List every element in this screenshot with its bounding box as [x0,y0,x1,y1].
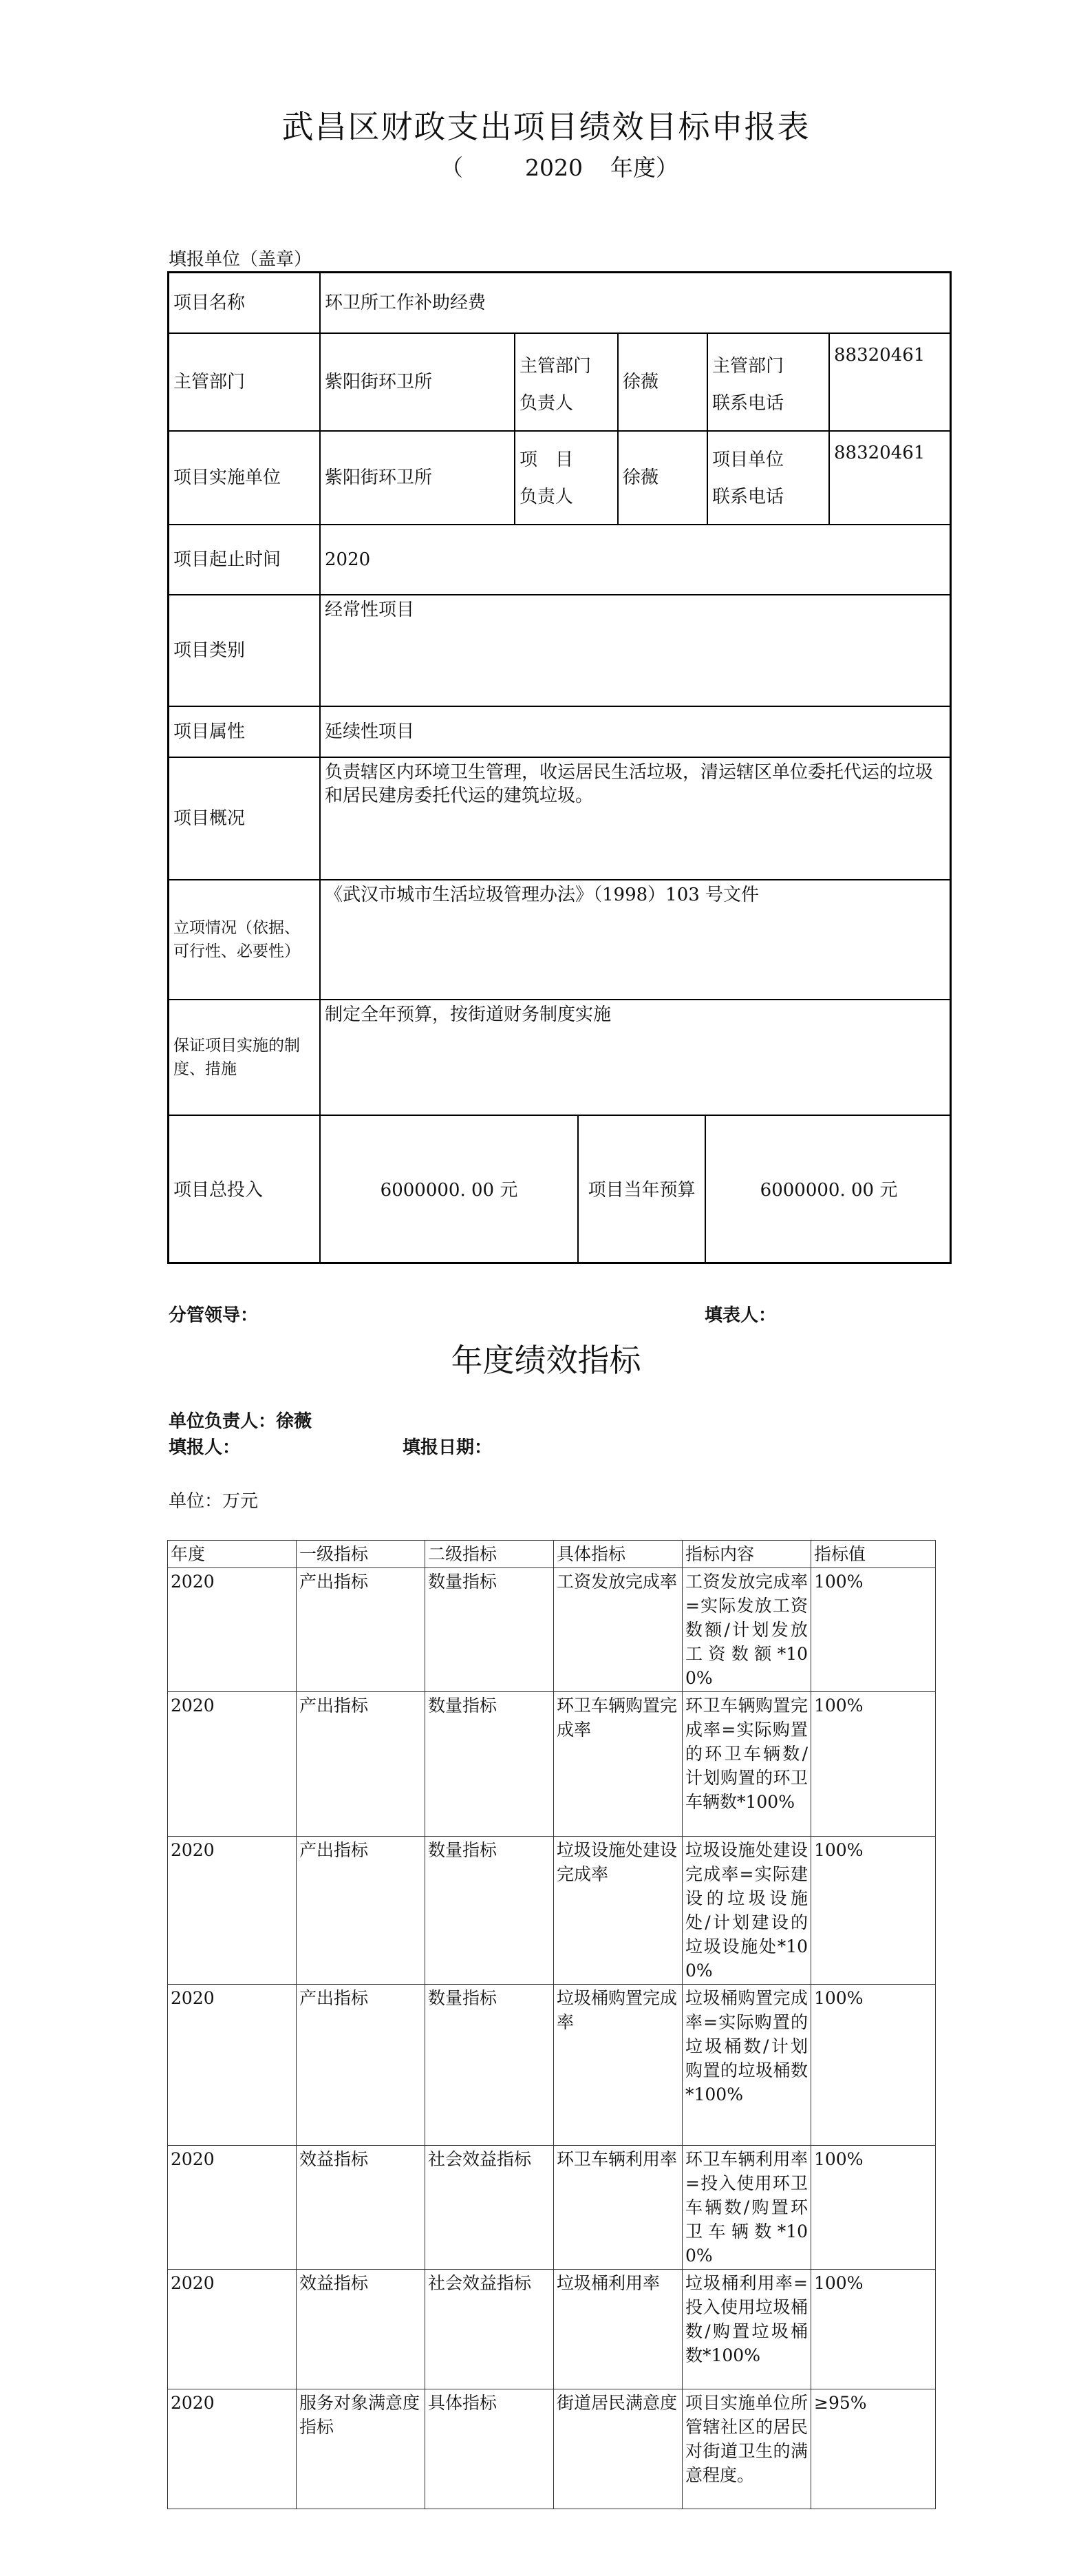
cell-level2: 数量指标 [425,1837,554,1985]
leader-signature: 分管领导： [169,1305,259,1326]
proj-head-value: 徐薇 [619,432,708,525]
cell-content: 垃圾桶利用率=投入使用垃圾桶数/购置垃圾桶数*100% [683,2270,811,2389]
cell-specific: 垃圾桶利用率 [554,2270,683,2389]
cell-content: 垃圾桶购置完成率=实际购置的垃圾桶数/计划购置的垃圾桶数*100% [683,1985,811,2146]
period-value: 2020 [321,525,952,595]
cell-level1: 产出指标 [297,1692,425,1837]
cell-specific: 环卫车辆购置完成率 [554,1692,683,1837]
unit-head: 单位负责人：徐薇 [169,1411,312,1432]
proj-head-label-line2: 负责人 [520,487,574,507]
cell-value: 100% [811,1568,936,1692]
cell-year: 2020 [168,2146,297,2270]
dept-label: 主管部门 [169,334,321,432]
table-row [168,1837,936,1985]
dept-head-label [515,334,619,432]
category-label: 项目类别 [169,595,321,707]
table-row [168,2270,936,2389]
proj-phone-value: 88320461 [830,432,952,525]
project-info-table [167,271,952,1264]
cell-specific: 垃圾桶购置完成率 [554,1985,683,2146]
overview-value: 负责辖区内环境卫生管理，收运居民生活垃圾，清运辖区单位委托代运的垃圾和居民建房委托代运的建筑垃圾。 [321,758,952,880]
cell-level1: 服务对象满意度指标 [297,2389,425,2509]
overview-label: 项目概况 [169,758,321,880]
measures-label: 保证项目实施的制度、措施 [169,1000,321,1116]
year-open: （ [440,154,463,181]
header-year: 年度 [168,1541,297,1568]
cell-year: 2020 [168,1568,297,1692]
cell-level1: 效益指标 [297,2270,425,2389]
cell-level2: 社会效益指标 [425,2270,554,2389]
cell-content: 环卫车辆利用率=投入使用环卫车辆数/购置环卫车辆数*100% [683,2146,811,2270]
table-row [168,1568,936,1692]
reporter: 填报人： [169,1437,241,1458]
table-row [168,1692,936,1837]
table-row [168,2389,936,2509]
cell-content: 环卫车辆购置完成率=实际购置的环卫车辆数/计划购置的环卫车辆数*100% [683,1692,811,1837]
table-row [168,2146,936,2270]
cell-year: 2020 [168,1985,297,2146]
cell-value: 100% [811,2146,936,2270]
category-value: 经常性项目 [321,595,952,707]
page-title: 武昌区财政支出项目绩效目标申报表 [281,108,811,145]
table-row [168,1985,936,2146]
proj-phone-label-line2: 联系电话 [712,487,784,507]
cell-level1: 产出指标 [297,1568,425,1692]
header-level1: 一级指标 [297,1541,425,1568]
dept-phone-label-line1: 主管部门 [712,356,784,377]
year-line [440,150,678,182]
cell-level1: 产出指标 [297,1985,425,2146]
measures-value: 制定全年预算，按街道财务制度实施 [321,1000,952,1116]
dept-phone-label-line2: 联系电话 [712,393,784,414]
project-name-value: 环卫所工作补助经费 [321,273,952,334]
project-name-label: 项目名称 [169,273,321,334]
cell-level2: 数量指标 [425,1568,554,1692]
cell-level2: 社会效益指标 [425,2146,554,2270]
cell-value: 100% [811,1985,936,2146]
dept-value: 紫阳街环卫所 [321,334,515,432]
cell-year: 2020 [168,1692,297,1837]
filler-signature: 填表人： [705,1305,777,1326]
cell-level1: 产出指标 [297,1837,425,1985]
period-label: 项目起止时间 [169,525,321,595]
indicators-table [167,1540,936,2509]
cell-level2: 数量指标 [425,1985,554,2146]
cell-value: 100% [811,1837,936,1985]
attribute-label: 项目属性 [169,707,321,758]
cell-content: 工资发放完成率=实际发放工资数额/计划发放工资数额*100% [683,1568,811,1692]
cell-value: 100% [811,1692,936,1837]
cell-content: 项目实施单位所管辖社区的居民对街道卫生的满意程度。 [683,2389,811,2509]
budget-value: 6000000. 00 元 [760,1179,898,1201]
cell-specific: 街道居民满意度 [554,2389,683,2509]
basis-label: 立项情况（依据、可行性、必要性） [169,880,321,1000]
dept-head-label-line1: 主管部门 [520,356,592,377]
fill-unit-label: 填报单位（盖章） [169,249,312,270]
dept-phone-label [708,334,830,432]
header-value: 指标值 [811,1541,936,1568]
total-value: 6000000. 00 元 [321,1116,579,1264]
header-specific: 具体指标 [554,1541,683,1568]
cell-specific: 工资发放完成率 [554,1568,683,1692]
dept-head-value: 徐薇 [619,334,708,432]
cell-content: 垃圾设施处建设完成率=实际建设的垃圾设施处/计划建设的垃圾设施处*100% [683,1837,811,1985]
proj-head-label-line1: 项 目 [520,450,574,470]
cell-year: 2020 [168,2389,297,2509]
cell-value: 100% [811,2270,936,2389]
dept-phone-value: 88320461 [830,334,952,432]
table-header-row [168,1541,936,1568]
header-level2: 二级指标 [425,1541,554,1568]
dept-head-label-line2: 负责人 [520,393,574,414]
attribute-value: 延续性项目 [321,707,952,758]
cell-specific: 垃圾设施处建设完成率 [554,1837,683,1985]
unit-label: 单位：万元 [169,1491,259,1512]
header-content: 指标内容 [683,1541,811,1568]
cell-value: ≥95% [811,2389,936,2509]
cell-specific: 环卫车辆利用率 [554,2146,683,2270]
year-value: 2020 [525,154,583,181]
year-close: 年度） [610,154,678,181]
proj-phone-label [708,432,830,525]
proj-phone-label-line1: 项目单位 [712,450,784,470]
report-date: 填报日期： [403,1437,493,1458]
cell-level2: 数量指标 [425,1692,554,1837]
cell-level2: 具体指标 [425,2389,554,2509]
total-label: 项目总投入 [169,1116,321,1264]
section-title: 年度绩效指标 [451,1342,641,1379]
impl-unit-label: 项目实施单位 [169,432,321,525]
budget-label: 项目当年预算 [579,1116,706,1264]
impl-unit-value: 紫阳街环卫所 [321,432,515,525]
cell-level1: 效益指标 [297,2146,425,2270]
cell-year: 2020 [168,2270,297,2389]
cell-year: 2020 [168,1837,297,1985]
proj-head-label [515,432,619,525]
basis-value: 《武汉市城市生活垃圾管理办法》（1998）103 号文件 [321,880,952,1000]
